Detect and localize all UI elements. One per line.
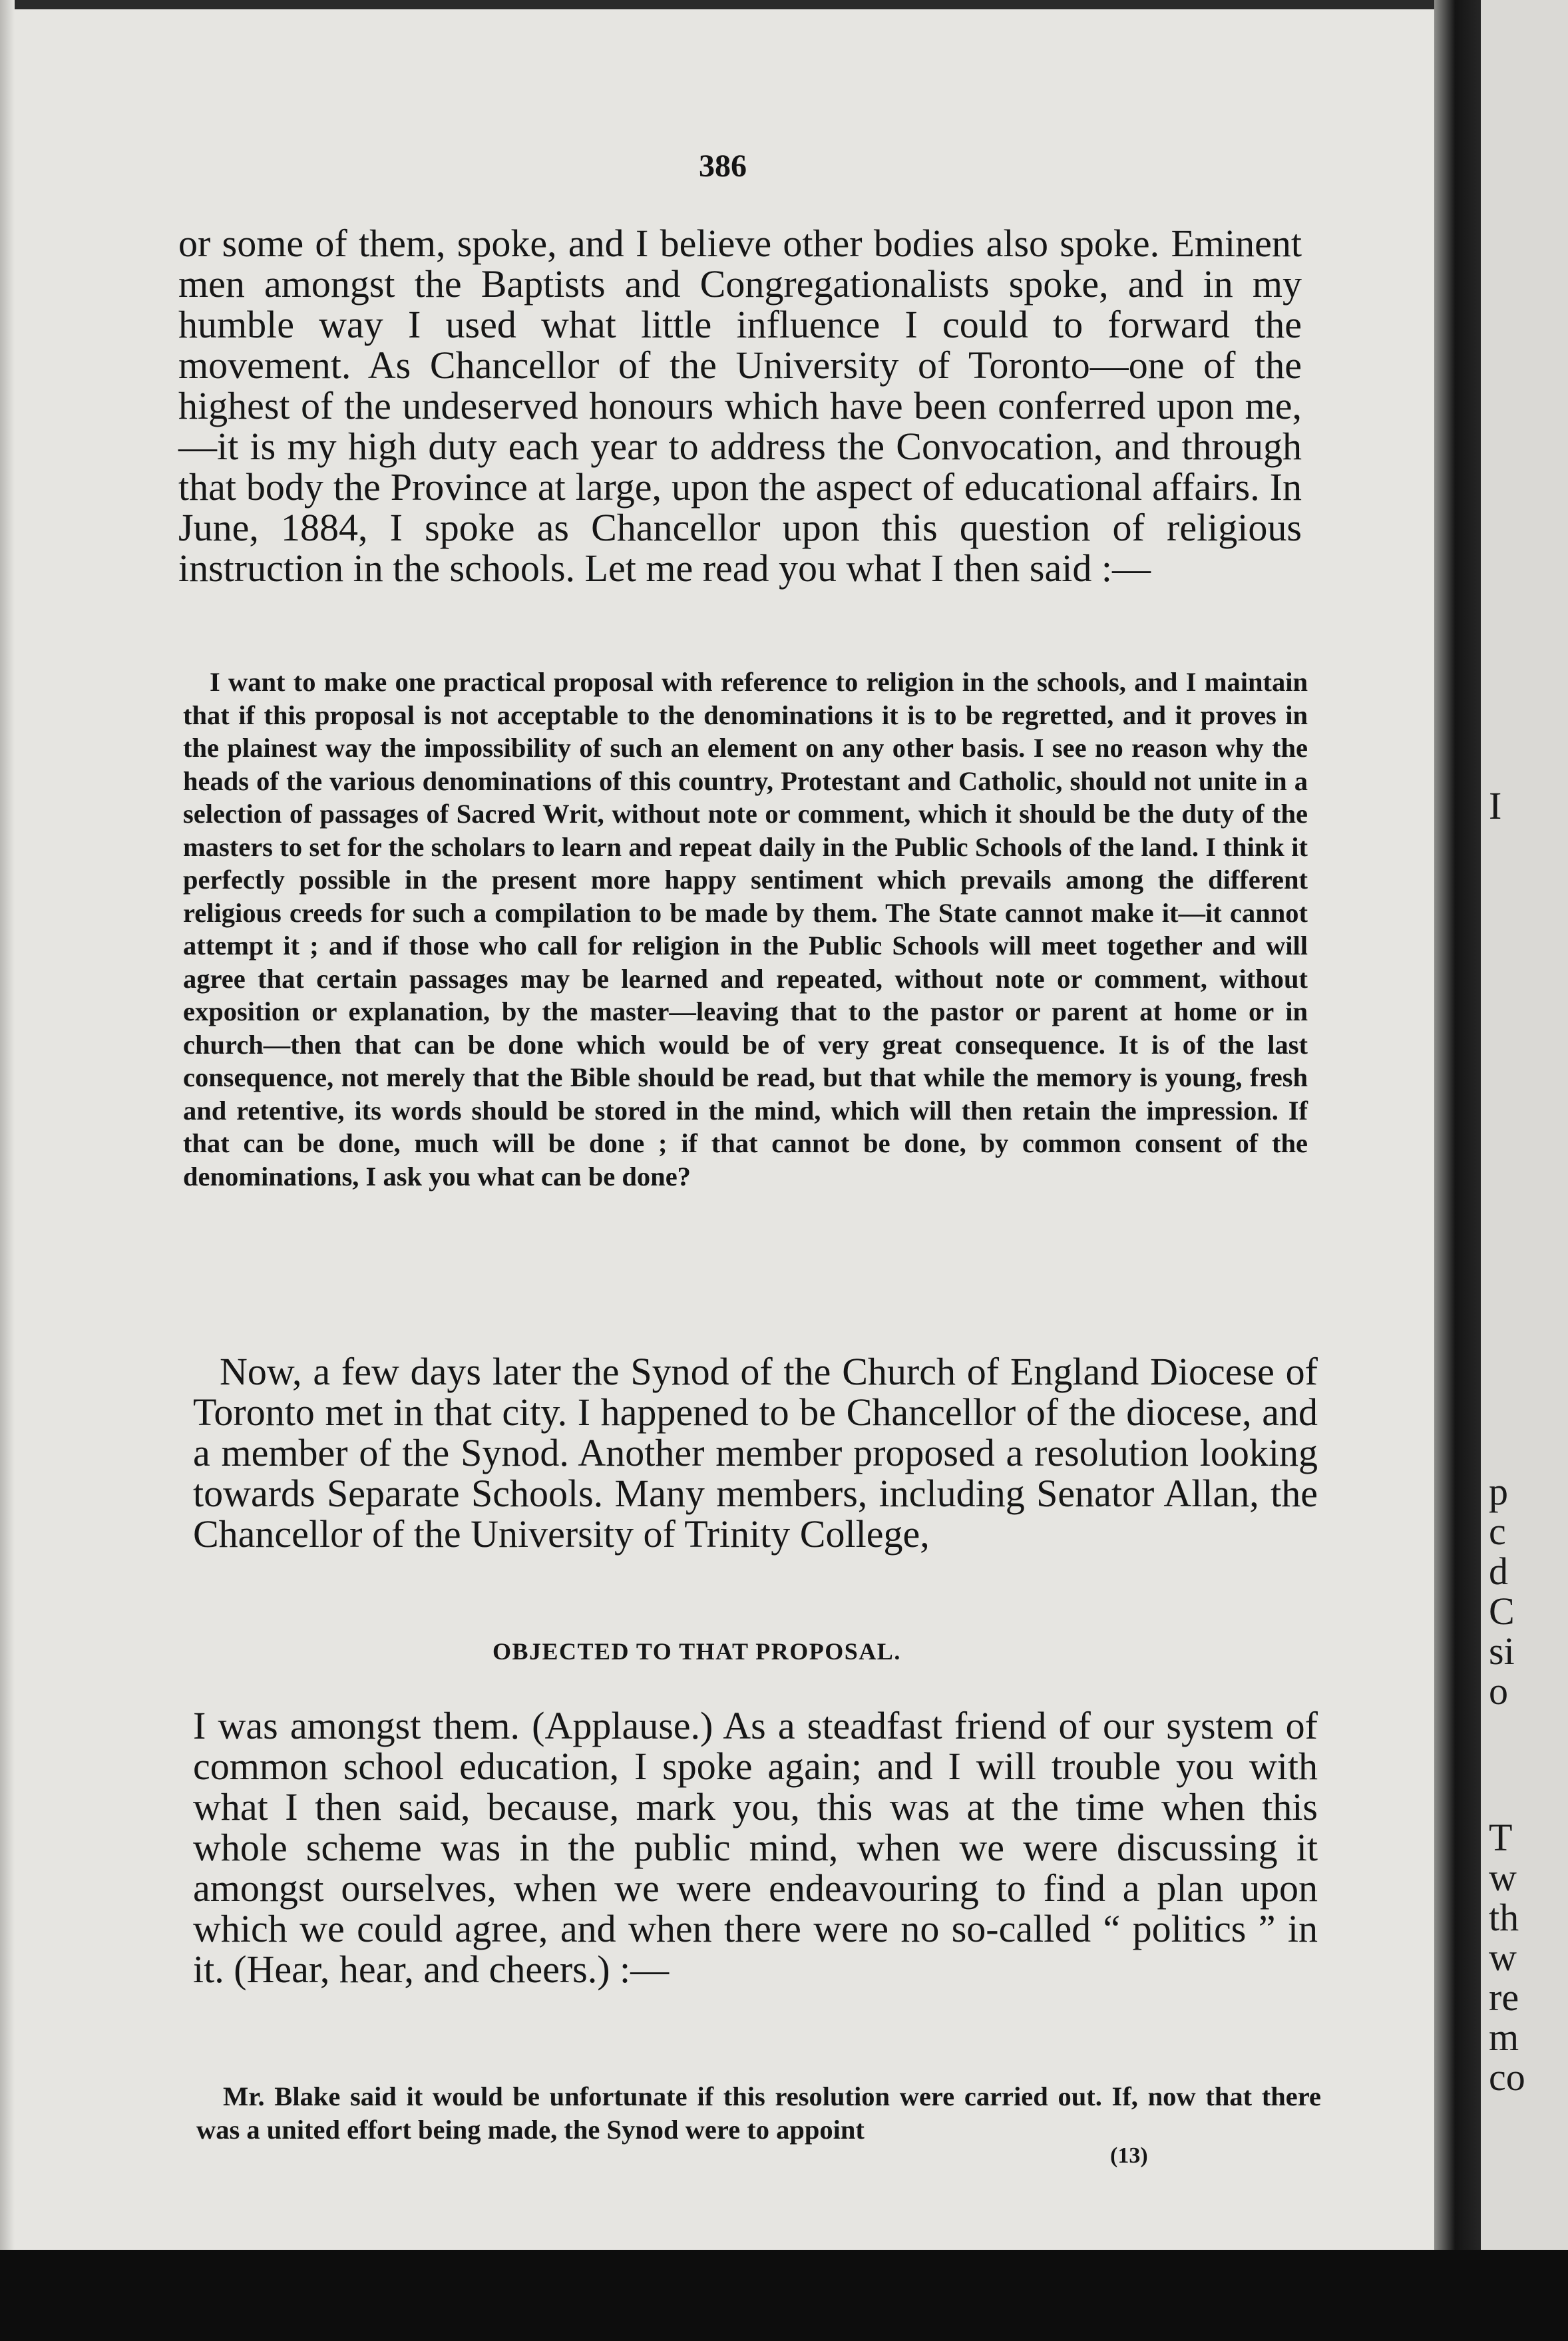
- block-quote-2: [196, 2080, 1321, 2146]
- paragraph-text: I was amongst them. (Applause.) As a steadfast friend of our system of common school education, I spoke again; and I will trouble you with what I then said, because, mark you, this was at the time when this whole scheme was in the public mind, when we were discussing it amongst ourselves, when we were endeavouring to find a plan upon which we could agree, and when there were no so-called “ politics ” in it. (Hear, hear, and cheers.) :—: [193, 1704, 1318, 1991]
- page-top-edge: [0, 0, 1454, 9]
- adjacent-page-fragment: m: [1489, 2016, 1519, 2059]
- adjacent-page-fragment: d: [1489, 1550, 1508, 1593]
- quote-text: I want to make one practical proposal with reference to religion in the schools, and I maintain that if this proposal is not acceptable to the denominations it is to be regretted, and it proves in the plainest way the impossibility of such an element on any other basis. I see no reason why the heads of the various denominations of this country, Protestant and Catholic, should not unite in a selection of passages of Sacred Writ, without note or comment, which it should be the duty of the masters to set for the scholars to learn and repeat daily in the Public Schools of the land. I think it perfectly possible in the present more happy sentiment which prevails among the different religious creeds for such a compilation to be made by them. The State cannot make it—it cannot attempt it ; and if those who call for religion in the Public Schools will meet together and will agree that certain passages may be learned and repeated, without note or comment, without exposition or explanation, by the master—leaving that to the pastor or parent at home or in church—then that can be done which would be of very great consequence. It is of the last consequence, not merely that the Bible should be read, but that while the memory is young, fresh and retentive, its words should be stored in the mind, which will then retain the impression. If that can be done, much will be done ; if that cannot be done, by common consent of the denominations, I ask you what can be done?: [183, 667, 1308, 1191]
- body-paragraph-2: [193, 1351, 1318, 1554]
- adjacent-page-fragment: w: [1489, 1856, 1517, 1899]
- section-heading: OBJECTED TO THAT PROPOSAL.: [492, 1638, 901, 1665]
- paragraph-text: Now, a few days later the Synod of the Church of England Diocese of Toronto met in that city. I happened to be Chancellor of the diocese, and a member of the Synod. Another member proposed a resolution looking towards Separate Schools. Many members, including Senator Allan, the Chancellor of the University of Trinity College,: [193, 1350, 1318, 1556]
- scan-bottom-border: [0, 2250, 1568, 2341]
- quote-text: Mr. Blake said it would be unfortunate if this resolution were carried out. If, now that there was a united effort being made, the Synod were to appoint: [196, 2081, 1321, 2145]
- adjacent-page-fragment: co: [1489, 2055, 1525, 2099]
- adjacent-page-fragment: o: [1489, 1669, 1508, 1713]
- adjacent-page-fragment: C: [1489, 1590, 1515, 1633]
- body-paragraph-3: [193, 1705, 1318, 1990]
- signature-mark: (13): [1110, 2143, 1148, 2168]
- book-gutter: [1434, 0, 1481, 2341]
- body-paragraph-1: [178, 223, 1302, 588]
- paragraph-text: or some of them, spoke, and I believe other bodies also spoke. Eminent men amongst the Baptists and Congregationalists spoke, and in my humble way I used what little influence I could to forward the movement. As Chancellor of the University of Toronto—one of the highest of the undeserved honours which have been conferred upon me,—it is my high duty each year to address the Convocation, and through that body the Province at large, upon the aspect of educational affairs. In June, 1884, I spoke as Chancellor upon this question of religious instruction in the schools. Let me read you what I then said :—: [178, 222, 1302, 590]
- page-left-edge: [0, 0, 15, 2250]
- adjacent-page-edge: [1481, 0, 1568, 2250]
- adjacent-page-fragment: I: [1489, 784, 1502, 827]
- block-quote-1: [183, 666, 1308, 1193]
- adjacent-page-fragment: p: [1489, 1470, 1508, 1513]
- adjacent-page-fragment: T: [1489, 1816, 1513, 1859]
- adjacent-page-fragment: re: [1489, 1976, 1519, 2019]
- page-number: 386: [699, 148, 747, 184]
- adjacent-page-fragment: th: [1489, 1896, 1519, 1939]
- adjacent-page-fragment: si: [1489, 1629, 1515, 1673]
- adjacent-page-fragment: w: [1489, 1936, 1517, 1979]
- adjacent-page-fragment: c: [1489, 1510, 1506, 1553]
